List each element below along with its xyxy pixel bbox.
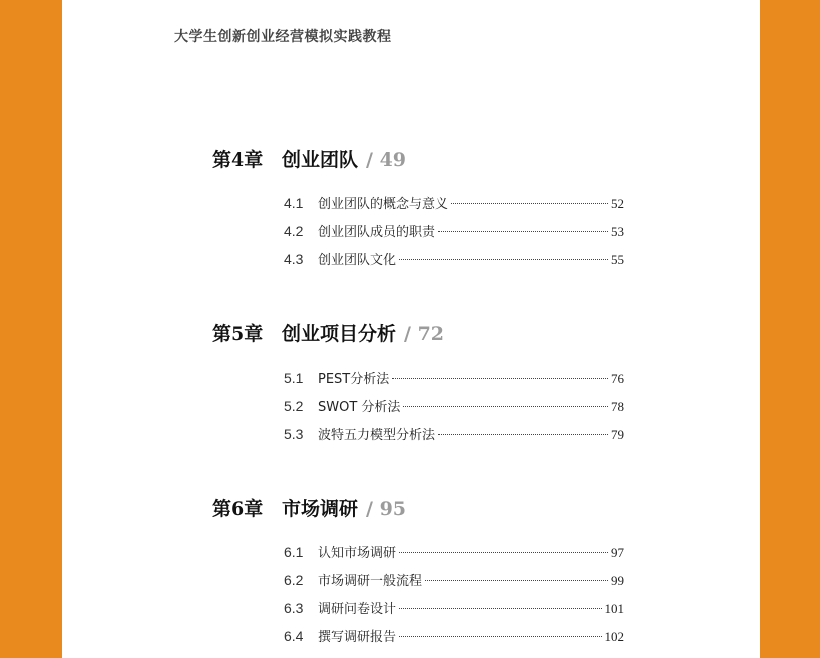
section-list-5	[284, 364, 624, 448]
section-title: 市场调研一般流程	[318, 574, 423, 589]
chapter-title: 创业项目分析	[282, 323, 397, 345]
section-title: 认知市场调研	[318, 546, 397, 561]
toc-entry	[284, 538, 624, 566]
dot-leader	[425, 580, 608, 581]
chapter-title: 市场调研	[282, 498, 359, 520]
chapter-heading-6	[212, 494, 406, 521]
section-number: 5.1	[284, 370, 304, 386]
section-title: 调研问卷设计	[318, 602, 397, 617]
section-page: 101	[604, 601, 624, 616]
chapter-page: / 49	[366, 149, 407, 171]
section-list-4	[284, 189, 624, 273]
dot-leader	[451, 203, 608, 204]
chapter-number: 第4章	[212, 149, 264, 171]
section-page: 79	[611, 427, 624, 442]
book-page	[62, 0, 760, 658]
section-page: 55	[611, 252, 624, 267]
section-number: 5.3	[284, 426, 304, 442]
chapter-heading-5	[212, 319, 444, 346]
section-number: 4.3	[284, 251, 304, 267]
section-page: 102	[604, 629, 624, 644]
section-title: 波特五力模型分析法	[318, 428, 436, 443]
chapter-page: / 72	[404, 323, 445, 345]
section-number: 5.2	[284, 398, 304, 414]
toc-entry	[284, 392, 624, 420]
section-page: 53	[611, 224, 624, 239]
dot-leader	[399, 552, 608, 553]
running-header: 大学生创新创业经营模拟实践教程	[174, 29, 392, 45]
section-page: 52	[611, 196, 624, 211]
section-title: 创业团队的概念与意义	[318, 197, 449, 212]
section-list-6	[284, 538, 624, 650]
toc-entry	[284, 420, 624, 448]
chapter-heading-4	[212, 145, 406, 172]
section-number: 4.1	[284, 195, 304, 211]
chapter-number: 第6章	[212, 498, 264, 520]
toc-entry	[284, 594, 624, 622]
toc-entry	[284, 364, 624, 392]
toc-entry	[284, 217, 624, 245]
section-title: 创业团队成员的职责	[318, 225, 436, 240]
toc-entry	[284, 622, 624, 650]
section-title: PEST分析法	[318, 372, 390, 387]
chapter-page: / 95	[366, 498, 407, 520]
chapter-title: 创业团队	[282, 149, 359, 171]
toc-entry	[284, 189, 624, 217]
section-number: 6.1	[284, 544, 304, 560]
section-page: 78	[611, 399, 624, 414]
dot-leader	[399, 636, 601, 637]
dot-leader	[438, 434, 608, 435]
section-number: 6.4	[284, 628, 304, 644]
toc-entry	[284, 245, 624, 273]
dot-leader	[392, 378, 608, 379]
dot-leader	[438, 231, 608, 232]
section-page: 76	[611, 371, 624, 386]
section-page: 97	[611, 545, 624, 560]
section-title: 创业团队文化	[318, 253, 397, 268]
section-title: SWOT 分析法	[318, 400, 401, 415]
section-number: 4.2	[284, 223, 304, 239]
section-number: 6.3	[284, 600, 304, 616]
section-number: 6.2	[284, 572, 304, 588]
dot-leader	[399, 259, 608, 260]
toc-entry	[284, 566, 624, 594]
section-title: 撰写调研报告	[318, 630, 397, 645]
dot-leader	[403, 406, 608, 407]
section-page: 99	[611, 573, 624, 588]
dot-leader	[399, 608, 601, 609]
chapter-number: 第5章	[212, 323, 264, 345]
